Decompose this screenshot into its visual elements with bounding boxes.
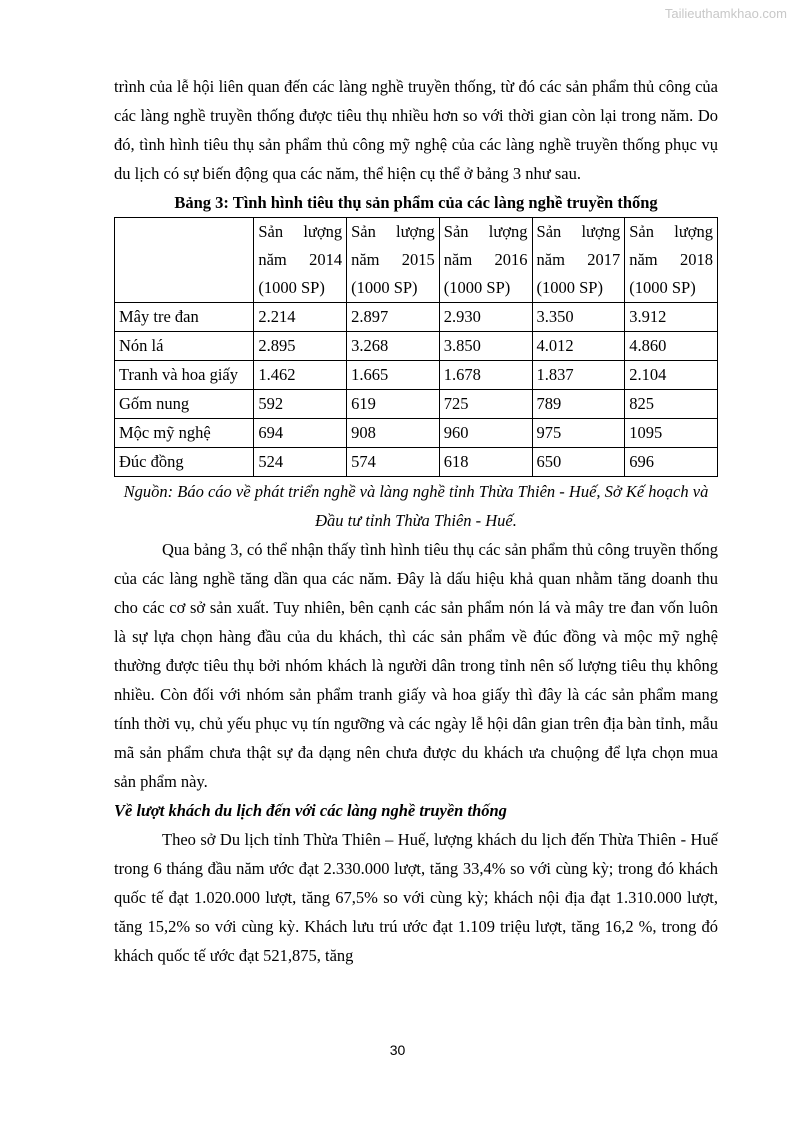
table-cell: 696 bbox=[625, 448, 718, 477]
table-source-note: Nguồn: Báo cáo về phát triển nghề và làng nghề tỉnh Thừa Thiên - Huế, Sở Kế hoạch và Đầu tư tỉnh Thừa Thiên - Huế. bbox=[123, 482, 709, 530]
table-header-cell: Sản lượng năm 2018 (1000 SP) bbox=[625, 218, 718, 303]
table-header-cell: Sản lượng năm 2015 (1000 SP) bbox=[347, 218, 440, 303]
table-cell: 618 bbox=[439, 448, 532, 477]
table-cell: 619 bbox=[347, 390, 440, 419]
table-header-row bbox=[115, 218, 718, 303]
table-cell: 2.104 bbox=[625, 361, 718, 390]
table-cell: 2.930 bbox=[439, 303, 532, 332]
table-cell: 789 bbox=[532, 390, 625, 419]
table-row-label: Đúc đồng bbox=[115, 448, 254, 477]
table-row-label: Nón lá bbox=[115, 332, 254, 361]
table-cell: 975 bbox=[532, 419, 625, 448]
table-cell: 4.860 bbox=[625, 332, 718, 361]
section-paragraph: Theo sở Du lịch tỉnh Thừa Thiên – Huế, lượng khách du lịch đến Thừa Thiên - Huế trong 6 tháng đầu năm ước đạt 2.330.000 lượt, tăng 33,4% so với cùng kỳ; trong đó khách quốc tế đạt 1.020.000 lượt, tăng 67,5% so với cùng kỳ; khách nội địa đạt 1.310.000 lượt, tăng 15,2% so với cùng kỳ. Khách lưu trú ước đạt 1.109 triệu lượt, tăng 16,2 %, trong đó khách quốc tế ước đạt 521,875, tăng bbox=[114, 830, 718, 965]
table-cell: 1.837 bbox=[532, 361, 625, 390]
table-row bbox=[115, 448, 718, 477]
table-cell: 3.268 bbox=[347, 332, 440, 361]
table-header-corner bbox=[115, 218, 254, 303]
table-cell: 524 bbox=[254, 448, 347, 477]
table-cell: 1095 bbox=[625, 419, 718, 448]
table-cell: 650 bbox=[532, 448, 625, 477]
table-row-label: Mây tre đan bbox=[115, 303, 254, 332]
table-row bbox=[115, 361, 718, 390]
table-row bbox=[115, 419, 718, 448]
table-cell: 2.895 bbox=[254, 332, 347, 361]
table-cell: 574 bbox=[347, 448, 440, 477]
table-cell: 3.912 bbox=[625, 303, 718, 332]
table-cell: 3.350 bbox=[532, 303, 625, 332]
sales-table bbox=[114, 217, 718, 477]
table-cell: 908 bbox=[347, 419, 440, 448]
analysis-paragraph: Qua bảng 3, có thể nhận thấy tình hình tiêu thụ các sản phẩm thủ công truyền thống của các làng nghề tăng dần qua các năm. Đây là dấu hiệu khả quan nhằm tăng doanh thu cho các cơ sở sản xuất. Tuy nhiên, bên cạnh các sản phẩm nón lá và mây tre đan vốn luôn là sự lựa chọn hàng đầu của du khách, thì các sản phẩm về đúc đồng và mộc mỹ nghệ thường được tiêu thụ bởi nhóm khách là người dân trong tỉnh nên số lượng tiêu thụ không nhiều. Còn đối với nhóm sản phẩm tranh giấy và hoa giấy thì đây là các sản phẩm mang tính thời vụ, chủ yếu phục vụ tín ngưỡng và các ngày lễ hội dân gian trên địa bàn tỉnh, mẫu mã sản phẩm chưa thật sự đa dạng nên chưa được du khách ưa chuộng để lựa chọn mua sản phẩm này. bbox=[114, 540, 718, 791]
table-row bbox=[115, 332, 718, 361]
table-header-cell: Sản lượng năm 2017 (1000 SP) bbox=[532, 218, 625, 303]
table-cell: 592 bbox=[254, 390, 347, 419]
table-header-cell: Sản lượng năm 2016 (1000 SP) bbox=[439, 218, 532, 303]
table-row bbox=[115, 303, 718, 332]
table-row-label: Mộc mỹ nghệ bbox=[115, 419, 254, 448]
section-heading: Về lượt khách du lịch đến với các làng nghề truyền thống bbox=[114, 801, 507, 820]
page-content bbox=[114, 72, 718, 970]
table-cell: 2.897 bbox=[347, 303, 440, 332]
table-row-label: Tranh và hoa giấy bbox=[115, 361, 254, 390]
table-cell: 960 bbox=[439, 419, 532, 448]
table-cell: 825 bbox=[625, 390, 718, 419]
page-number: 30 bbox=[389, 1042, 406, 1058]
watermark-text: Tailieuthamkhao.com bbox=[664, 6, 787, 21]
table-cell: 1.665 bbox=[347, 361, 440, 390]
table-cell: 1.678 bbox=[439, 361, 532, 390]
table-header-cell: Sản lượng năm 2014 (1000 SP) bbox=[254, 218, 347, 303]
table-cell: 4.012 bbox=[532, 332, 625, 361]
table-cell: 694 bbox=[254, 419, 347, 448]
table-cell: 725 bbox=[439, 390, 532, 419]
table-cell: 1.462 bbox=[254, 361, 347, 390]
intro-paragraph: trình của lễ hội liên quan đến các làng nghề truyền thống, từ đó các sản phẩm thủ công của các làng nghề truyền thống được tiêu thụ nhiều hơn so với thời gian còn lại trong năm. Do đó, tình hình tiêu thụ sản phẩm thủ công mỹ nghệ của các làng nghề truyền thống phục vụ du lịch có sự biến động qua các năm, thể hiện cụ thể ở bảng 3 như sau. bbox=[114, 77, 718, 183]
table-cell: 3.850 bbox=[439, 332, 532, 361]
table-caption: Bảng 3: Tình hình tiêu thụ sản phẩm của các làng nghề truyền thống bbox=[174, 193, 658, 212]
table-cell: 2.214 bbox=[254, 303, 347, 332]
table-row bbox=[115, 390, 718, 419]
table-row-label: Gốm nung bbox=[115, 390, 254, 419]
